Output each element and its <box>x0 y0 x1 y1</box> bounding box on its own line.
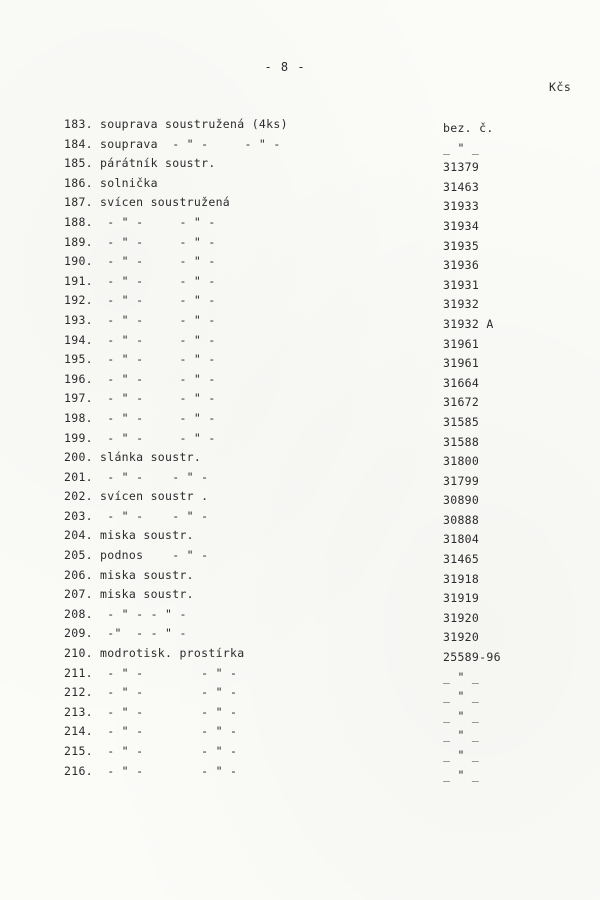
item-code: 31800 <box>443 454 480 469</box>
item-description: - " - - " - <box>100 469 209 484</box>
list-item <box>64 274 564 294</box>
list-item <box>64 666 564 686</box>
item-description: souprava - " - - " - <box>100 136 281 151</box>
item-number: 183. <box>64 117 93 131</box>
item-number: 205. <box>64 548 93 563</box>
list-item <box>64 509 564 529</box>
item-code: bez. č. <box>443 121 494 135</box>
item-code: 31931 <box>443 277 480 292</box>
item-code: 31379 <box>443 160 480 175</box>
item-description: miska soustr. <box>100 587 194 602</box>
item-description: - " - - " - <box>100 332 216 347</box>
item-number: 185. <box>64 156 93 171</box>
item-description: modrotisk. prostírka <box>100 646 245 661</box>
list-item <box>64 431 564 451</box>
list-item <box>64 450 564 470</box>
item-number: 213. <box>64 704 93 719</box>
list-item <box>64 607 564 627</box>
item-code: 25589-96 <box>443 650 501 665</box>
list-item <box>64 352 564 372</box>
item-number: 187. <box>64 195 93 210</box>
list-item <box>64 528 564 548</box>
list-item <box>64 744 564 764</box>
list-item <box>64 333 564 353</box>
item-number: 209. <box>64 626 93 641</box>
item-code: _ " _ <box>443 669 480 684</box>
list-item <box>64 137 564 157</box>
item-description: - " - - " - <box>100 430 216 445</box>
item-description: - " - - " - <box>100 214 216 229</box>
list-item <box>64 313 564 333</box>
item-code: _ " _ <box>443 767 480 782</box>
item-number: 186. <box>64 175 93 190</box>
item-description: - " - - " - <box>100 371 216 386</box>
item-code: _ " _ <box>443 708 480 723</box>
item-code: 31919 <box>443 591 480 606</box>
item-code: 31932 <box>443 297 480 312</box>
item-number: 188. <box>64 214 93 229</box>
item-number: 204. <box>64 528 93 543</box>
item-description: - " - - " - <box>100 391 216 406</box>
list-item <box>64 626 564 646</box>
list-item <box>64 646 564 666</box>
page-number: - 8 - <box>264 60 306 74</box>
item-code: 31932 A <box>443 316 494 331</box>
list-item <box>64 705 564 725</box>
list-item <box>64 254 564 274</box>
item-description: - " - - " - <box>100 293 216 308</box>
item-number: 210. <box>64 646 93 661</box>
item-description: souprava soustružená (4ks) <box>100 117 288 131</box>
list-item <box>64 411 564 431</box>
item-code: 31920 <box>443 630 480 645</box>
item-code: 31588 <box>443 434 480 449</box>
list-item <box>64 293 564 313</box>
item-description: - " - - " - <box>100 724 238 739</box>
item-description: - " - - " - <box>100 254 216 269</box>
item-number: 201. <box>64 469 93 484</box>
item-number: 191. <box>64 273 93 288</box>
item-description: - " - - " - <box>100 410 216 425</box>
item-description: podnos - " - <box>100 548 209 563</box>
item-number: 197. <box>64 391 93 406</box>
item-description: svícen soustružená <box>100 195 231 210</box>
list-item <box>64 685 564 705</box>
item-description: - " - - " - <box>100 606 187 621</box>
list-item <box>64 489 564 509</box>
item-code: 30890 <box>443 493 480 508</box>
item-description: miska soustr. <box>100 567 194 582</box>
item-number: 195. <box>64 352 93 367</box>
item-number: 190. <box>64 254 93 269</box>
item-number: 184. <box>64 136 93 151</box>
item-code: 31933 <box>443 199 480 214</box>
item-description: - " - - " - <box>100 234 216 249</box>
item-code: 31664 <box>443 375 480 390</box>
item-number: 203. <box>64 508 93 523</box>
item-code: 31935 <box>443 238 480 253</box>
item-number: 215. <box>64 744 93 758</box>
list-item <box>64 372 564 392</box>
item-number: 216. <box>64 763 93 778</box>
item-description: - " - - " - <box>100 312 216 327</box>
item-code: 31804 <box>443 532 480 547</box>
item-code: 31799 <box>443 473 480 488</box>
currency-label: Kčs <box>549 80 572 94</box>
item-number: 214. <box>64 724 93 739</box>
list-item <box>64 587 564 607</box>
item-code: _ " _ <box>443 728 480 743</box>
item-number: 200. <box>64 450 93 465</box>
item-description: - " - - " - <box>100 704 238 719</box>
list-item <box>64 195 564 215</box>
item-number: 199. <box>64 430 93 445</box>
item-description: - " - - " - <box>100 665 238 680</box>
item-code: 31585 <box>443 414 480 429</box>
item-description: - " - - " - <box>100 685 238 700</box>
list-item <box>64 156 564 176</box>
item-description: - " - - " - <box>100 744 238 758</box>
item-description: - " - - " - <box>100 763 238 778</box>
item-code: 31672 <box>443 395 480 410</box>
list-item <box>64 764 564 784</box>
item-list <box>64 117 564 783</box>
item-code: _ " _ <box>443 748 480 762</box>
item-code: 30888 <box>443 512 480 527</box>
item-number: 194. <box>64 332 93 347</box>
item-description: -" - - " - <box>100 626 187 641</box>
item-description: - " - - " - <box>100 352 216 367</box>
list-item <box>64 548 564 568</box>
item-code: 31936 <box>443 258 480 273</box>
item-code: 31920 <box>443 610 480 625</box>
list-item <box>64 117 564 137</box>
list-item <box>64 724 564 744</box>
item-description: miska soustr. <box>100 528 194 543</box>
item-number: 206. <box>64 567 93 582</box>
item-code: 31934 <box>443 218 480 233</box>
item-number: 212. <box>64 685 93 700</box>
item-description: svícen soustr . <box>100 489 209 504</box>
item-description: - " - - " - <box>100 273 216 288</box>
item-code: 31961 <box>443 336 480 351</box>
list-item <box>64 391 564 411</box>
list-item <box>64 215 564 235</box>
item-code: 31465 <box>443 552 480 567</box>
list-item <box>64 470 564 490</box>
item-number: 196. <box>64 371 93 386</box>
item-number: 208. <box>64 606 93 621</box>
item-number: 189. <box>64 234 93 249</box>
item-number: 207. <box>64 587 93 602</box>
list-item <box>64 235 564 255</box>
item-number: 193. <box>64 312 93 327</box>
item-number: 198. <box>64 410 93 425</box>
item-description: párátník soustr. <box>100 156 216 171</box>
item-code: 31918 <box>443 571 480 586</box>
item-code: _ " _ <box>443 689 480 704</box>
item-number: 211. <box>64 665 93 680</box>
list-item <box>64 568 564 588</box>
list-item <box>64 176 564 196</box>
item-description: solnička <box>100 175 158 190</box>
item-description: - " - - " - <box>100 508 209 523</box>
item-description: slánka soustr. <box>100 450 202 465</box>
item-number: 202. <box>64 489 93 504</box>
item-number: 192. <box>64 293 93 308</box>
item-code: 31961 <box>443 356 480 371</box>
item-code: 31463 <box>443 179 480 194</box>
item-code: _ " _ <box>443 140 480 155</box>
